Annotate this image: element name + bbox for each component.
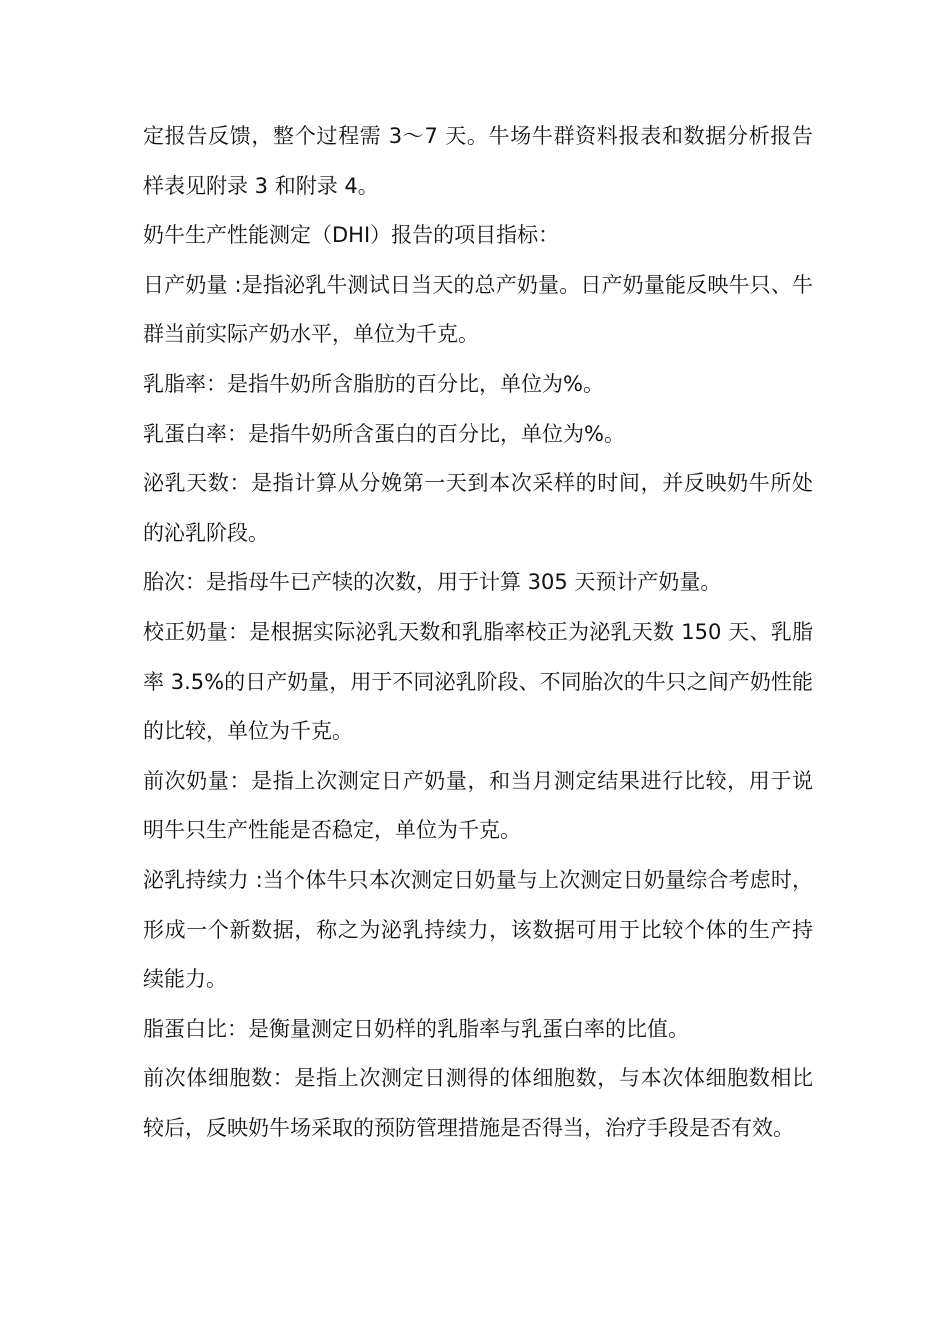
paragraph-daily-milk-yield: 日产奶量 :是指泌乳牛测试日当天的总产奶量。日产奶量能反映牛只、牛群当前实际产奶水平，单位为千克。 [143,272,813,347]
paragraph-previous-somatic-cell-count: 前次体细胞数：是指上次测定日测得的体细胞数，与本次体细胞数相比较后，反映奶牛场采取的预防管理措施是否得当，治疗手段是否有效。 [143,1066,813,1140]
paragraph-lactation-days: 泌乳天数：是指计算从分娩第一天到本次采样的时间，并反映奶牛所处的沁乳阶段。 [143,471,813,545]
paragraph-previous-milk-yield: 前次奶量：是指上次测定日产奶量，和当月测定结果进行比较，用于说明牛只生产性能是否稳定，单位为千克。 [143,768,813,843]
paragraph-process-duration: 定报告反馈，整个过程需 3～7 天。牛场牛群资料报表和数据分析报告样表见附录 3 和附录 4。 [143,124,813,198]
paragraph-lactation-persistency: 泌乳持续力 :当个体牛只本次测定日奶量与上次测定日奶量综合考虑时，形成一个新数据，称之为泌乳持续力，该数据可用于比较个体的生产持续能力。 [143,867,813,992]
paragraph-parity: 胎次：是指母牛已产犊的次数，用于计算 305 天预计产奶量。 [143,570,722,595]
paragraph-corrected-milk-yield: 校正奶量：是根据实际泌乳天数和乳脂率校正为泌乳天数 150 天、乳脂率 3.5%的日产奶量，用于不同泌乳阶段、不同胎次的牛只之间产奶性能的比较，单位为千克。 [143,619,813,744]
paragraph-milk-fat-rate: 乳脂率：是指牛奶所含脂肪的百分比，单位为%。 [143,371,604,396]
paragraph-fat-protein-ratio: 脂蛋白比：是衡量测定日奶样的乳脂率与乳蛋白率的比值。 [143,1016,689,1041]
document-body [143,112,813,1153]
paragraph-milk-protein-rate: 乳蛋白率：是指牛奶所含蛋白的百分比，单位为%。 [143,421,625,446]
paragraph-dhi-heading: 奶牛生产性能测定（DHI）报告的项目指标： [143,223,560,248]
